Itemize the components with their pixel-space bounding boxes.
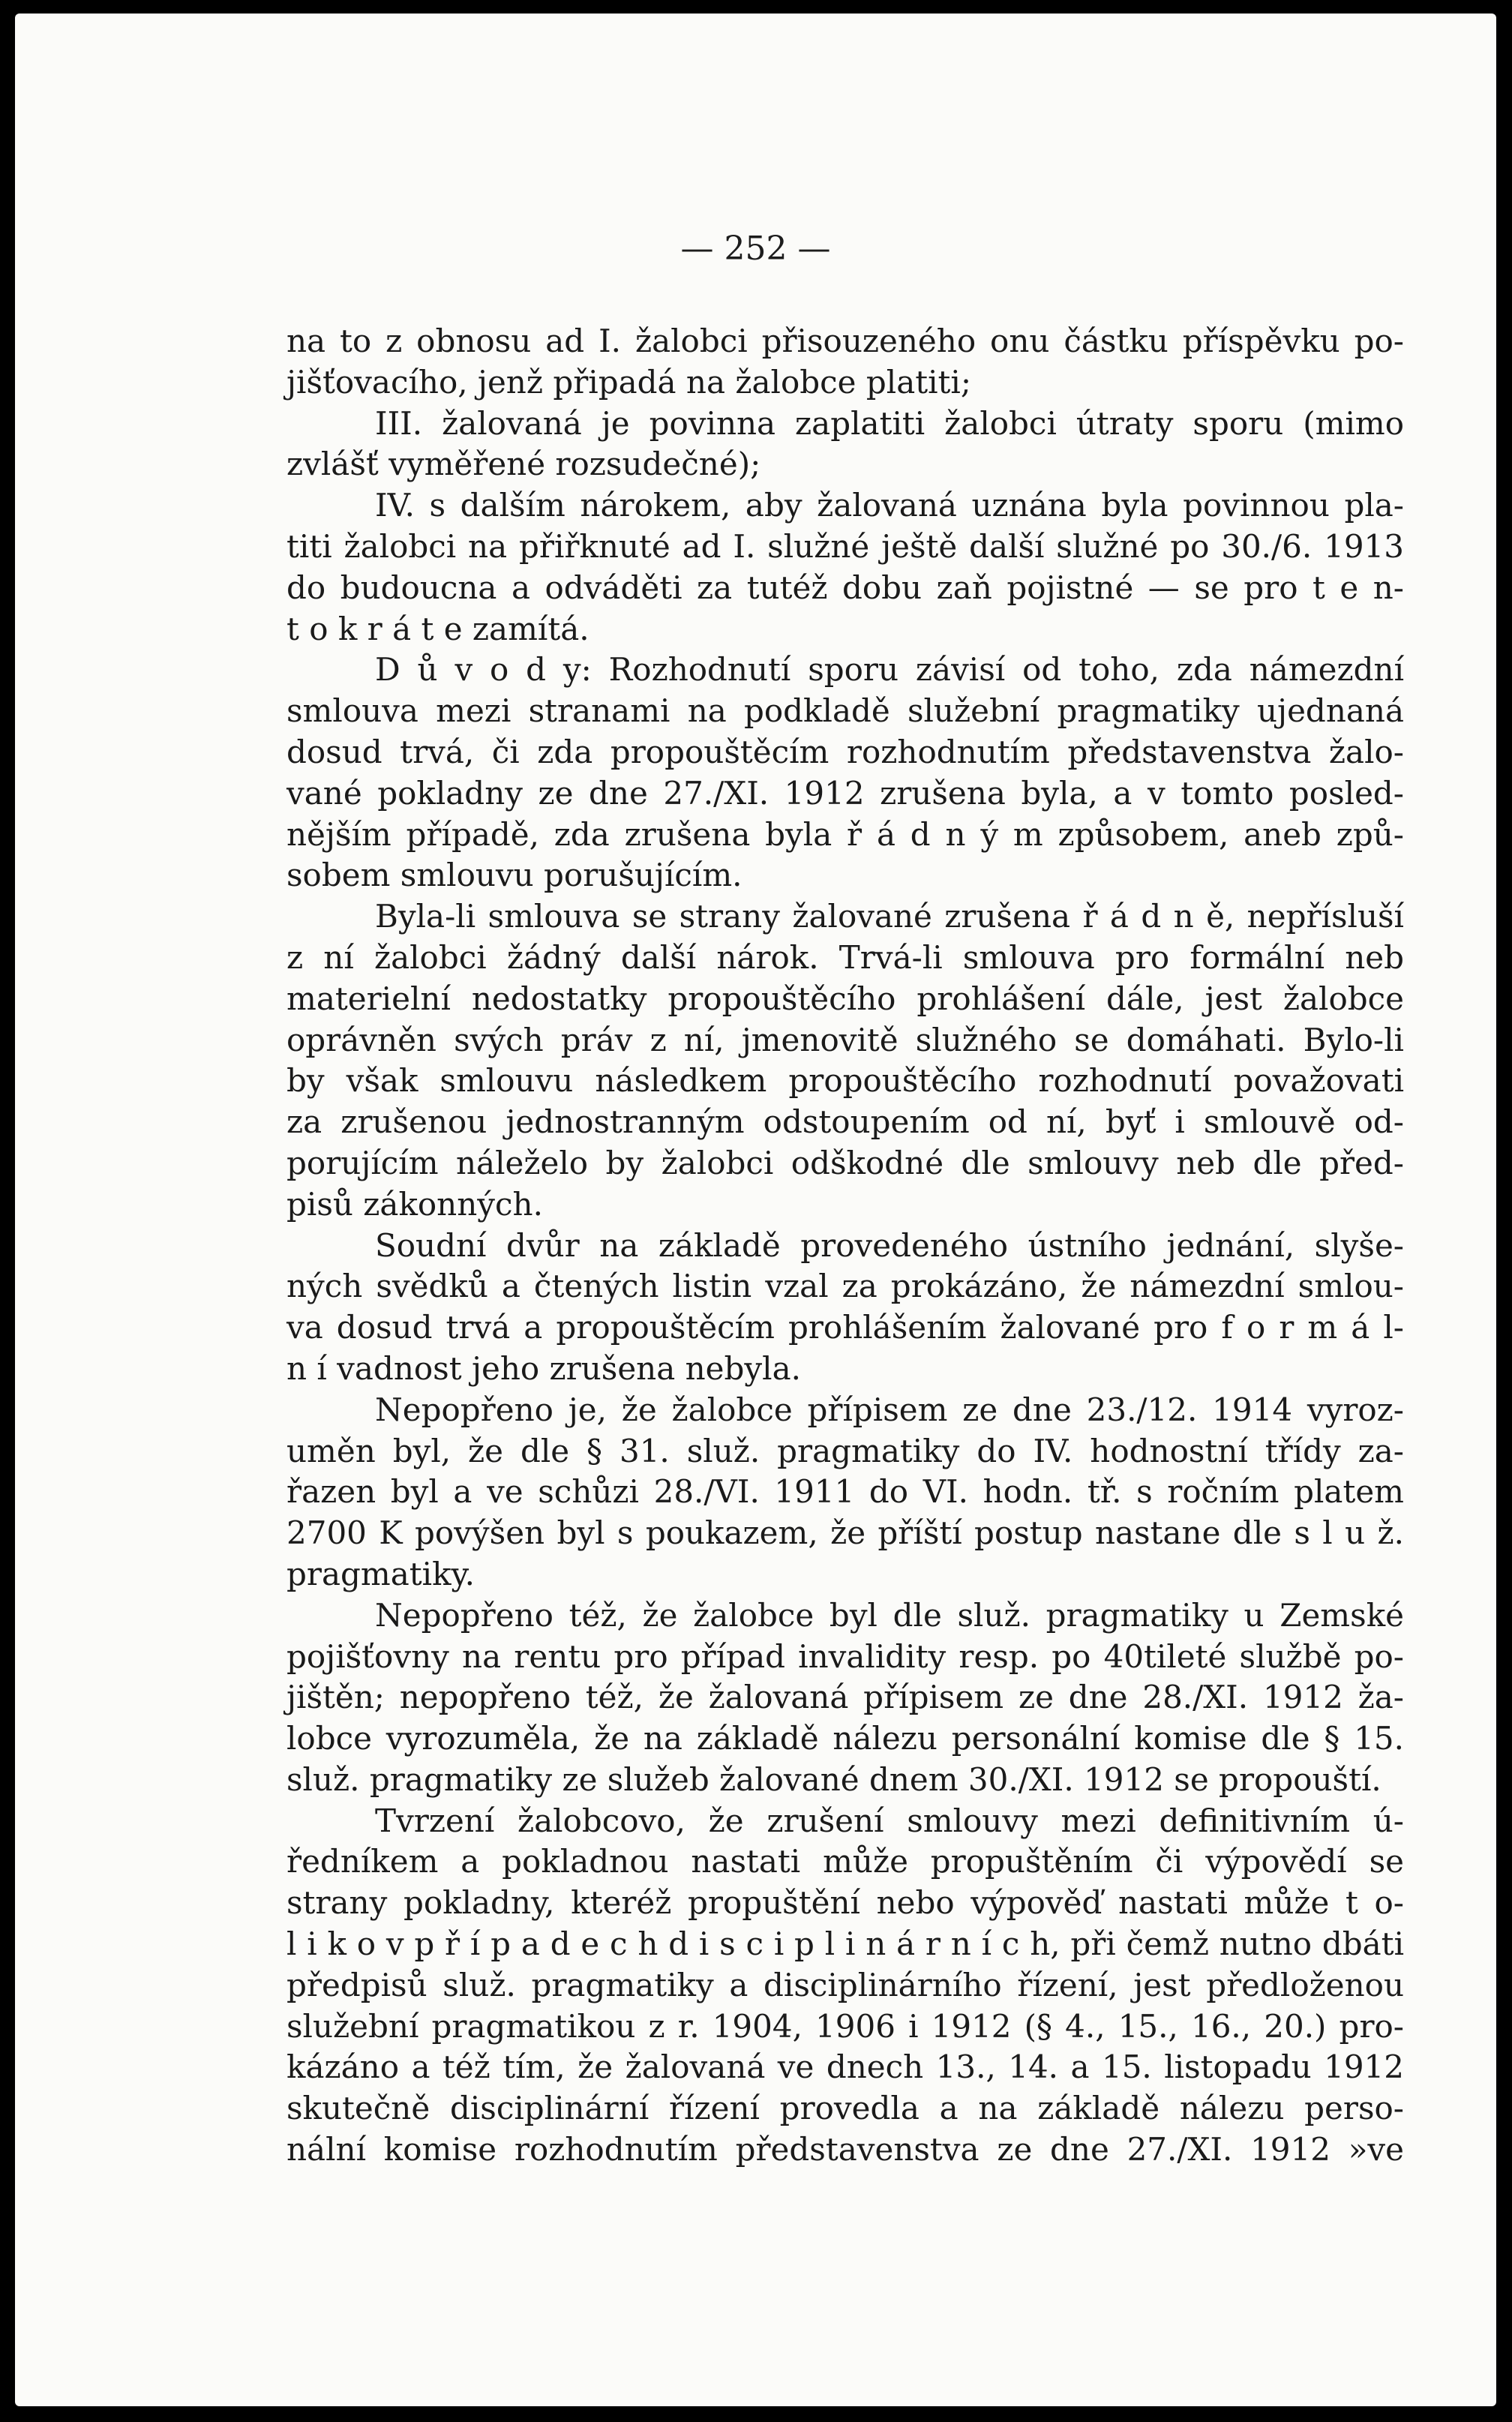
text-line: jišťovacího, jenž připadá na žalobce platiti; [286, 363, 972, 401]
text-line: do budoucna a odváděti za tutéž dobu zaň pojistné — se pro t e n- [286, 569, 1404, 606]
text-line: smlouva mezi stranami na podkladě služební pragmatiky ujednaná [286, 692, 1404, 730]
text-line: by však smlouvu následkem propouštěcího rozhodnutí považovati [286, 1062, 1404, 1100]
text-line: nějším případě, zda zrušena byla ř á d n ý m způsobem, aneb způ- [286, 815, 1404, 853]
text-line: III. žalovaná je povinna zaplatiti žalobci útraty sporu (mimo [375, 404, 1404, 442]
text-line: za zrušenou jednostranným odstoupením od ní, byť i smlouvě od- [286, 1103, 1404, 1141]
text-line: služební pragmatikou z r. 1904, 1906 i 1912 (§ 4., 15., 16., 20.) pro- [286, 2007, 1404, 2045]
text-line: n í vadnost jeho zrušena nebyla. [286, 1349, 801, 1387]
scan-border [0, 0, 10, 2422]
text-line: jištěn; nepopřeno též, že žalovaná přípisem ze dne 28./XI. 1912 ža- [286, 1679, 1404, 1716]
text-line: z ní žalobci žádný další nárok. Trvá-li smlouva pro formální neb [286, 938, 1404, 976]
text-line: pragmatiky. [286, 1555, 476, 1592]
text-line: kázáno a též tím, že žalovaná ve dnech 13., 14. a 15. listopadu 1912 [286, 2048, 1404, 2086]
text-line: předpisů služ. pragmatiky a disciplinárního řízení, jest předloženou [286, 1966, 1404, 2003]
body-text [286, 321, 1404, 2171]
text-line: řazen byl a ve schůzi 28./VI. 1911 do VI. hodn. tř. s ročním platem [286, 1473, 1404, 1511]
text-line: IV. s dalším nárokem, aby žalovaná uznána byla povinnou pla- [375, 487, 1404, 524]
text-line: skutečně disciplinární řízení provedla a na základě nálezu perso- [286, 2090, 1404, 2127]
text-line: 2700 K povýšen byl s poukazem, že příští postup nastane dle s l u ž. [286, 1514, 1404, 1552]
text-line: lobce vyrozuměla, že na základě nálezu personální komise dle § 15. [286, 1720, 1404, 1757]
text-line: ných svědků a čtených listin vzal za prokázáno, že námezdní smlou- [286, 1268, 1404, 1305]
text-line: materielní nedostatky propouštěcího prohlášení dále, jest žalobce [286, 980, 1404, 1017]
text-line: pojišťovny na rentu pro případ invalidity resp. po 40tileté službě po- [286, 1637, 1404, 1675]
page-number: — 252 — [680, 230, 831, 268]
text-line: Nepopřeno je, že žalobce přípisem ze dne 23./12. 1914 vyroz- [375, 1391, 1404, 1428]
text-line: strany pokladny, kteréž propuštění nebo výpověď nastati může t o- [286, 1884, 1404, 1922]
text-line: t o k r á t e zamítá. [286, 610, 590, 647]
text-line: oprávněn svých práv z ní, jmenovitě služného se domáhati. Bylo-li [286, 1021, 1404, 1058]
text-line: uměn byl, že dle § 31. služ. pragmatiky do IV. hodnostní třídy za- [286, 1432, 1404, 1469]
text-line: pisů zákonných. [286, 1185, 543, 1223]
text-line: zvlášť vyměřené rozsudečné); [286, 446, 761, 483]
text-line: sobem smlouvu porušujícím. [286, 857, 742, 894]
text-line: nální komise rozhodnutím představenstva ze dne 27./XI. 1912 »ve [286, 2131, 1404, 2168]
text-line: Nepopřeno též, že žalobce byl dle služ. pragmatiky u Zemské [375, 1596, 1404, 1634]
text-line: dosud trvá, či zda propouštěcím rozhodnutím představenstva žalo- [286, 733, 1404, 770]
text-line: Byla-li smlouva se strany žalované zrušena ř á d n ě, nepřísluší [375, 898, 1404, 935]
text-line: ředníkem a pokladnou nastati může propuštěním či výpovědí se [286, 1843, 1404, 1880]
text-line: titi žalobci na přiřknuté ad I. služné ještě další služné po 30./6. 1913 [286, 527, 1404, 565]
text-line: Soudní dvůr na základě provedeného ústního jednání, slyše- [375, 1226, 1404, 1264]
text-line: va dosud trvá a propouštěcím prohlášením žalované pro f o r m á l- [286, 1309, 1404, 1346]
text-line: služ. pragmatiky ze služeb žalované dnem 30./XI. 1912 se propouští. [286, 1760, 1382, 1798]
text-line: D ů v o d y: Rozhodnutí sporu závisí od toho, zda námezdní [375, 651, 1404, 689]
text-line: l i k o v p ř í p a d e c h d i s c i p l i n á r n í c h, při čemž nutno dbáti [286, 1925, 1404, 1963]
text-line: vané pokladny ze dne 27./XI. 1912 zrušena byla, a v tomto posled- [286, 774, 1404, 812]
text-line: porujícím náleželo by žalobci odškodné dle smlouvy neb dle před- [286, 1144, 1404, 1181]
text-line: na to z obnosu ad I. žalobci přisouzeného onu částku příspěvku po- [286, 323, 1404, 359]
text-line: Tvrzení žalobcovo, že zrušení smlouvy mezi definitivním ú- [375, 1802, 1404, 1839]
document-page [15, 14, 1496, 2406]
